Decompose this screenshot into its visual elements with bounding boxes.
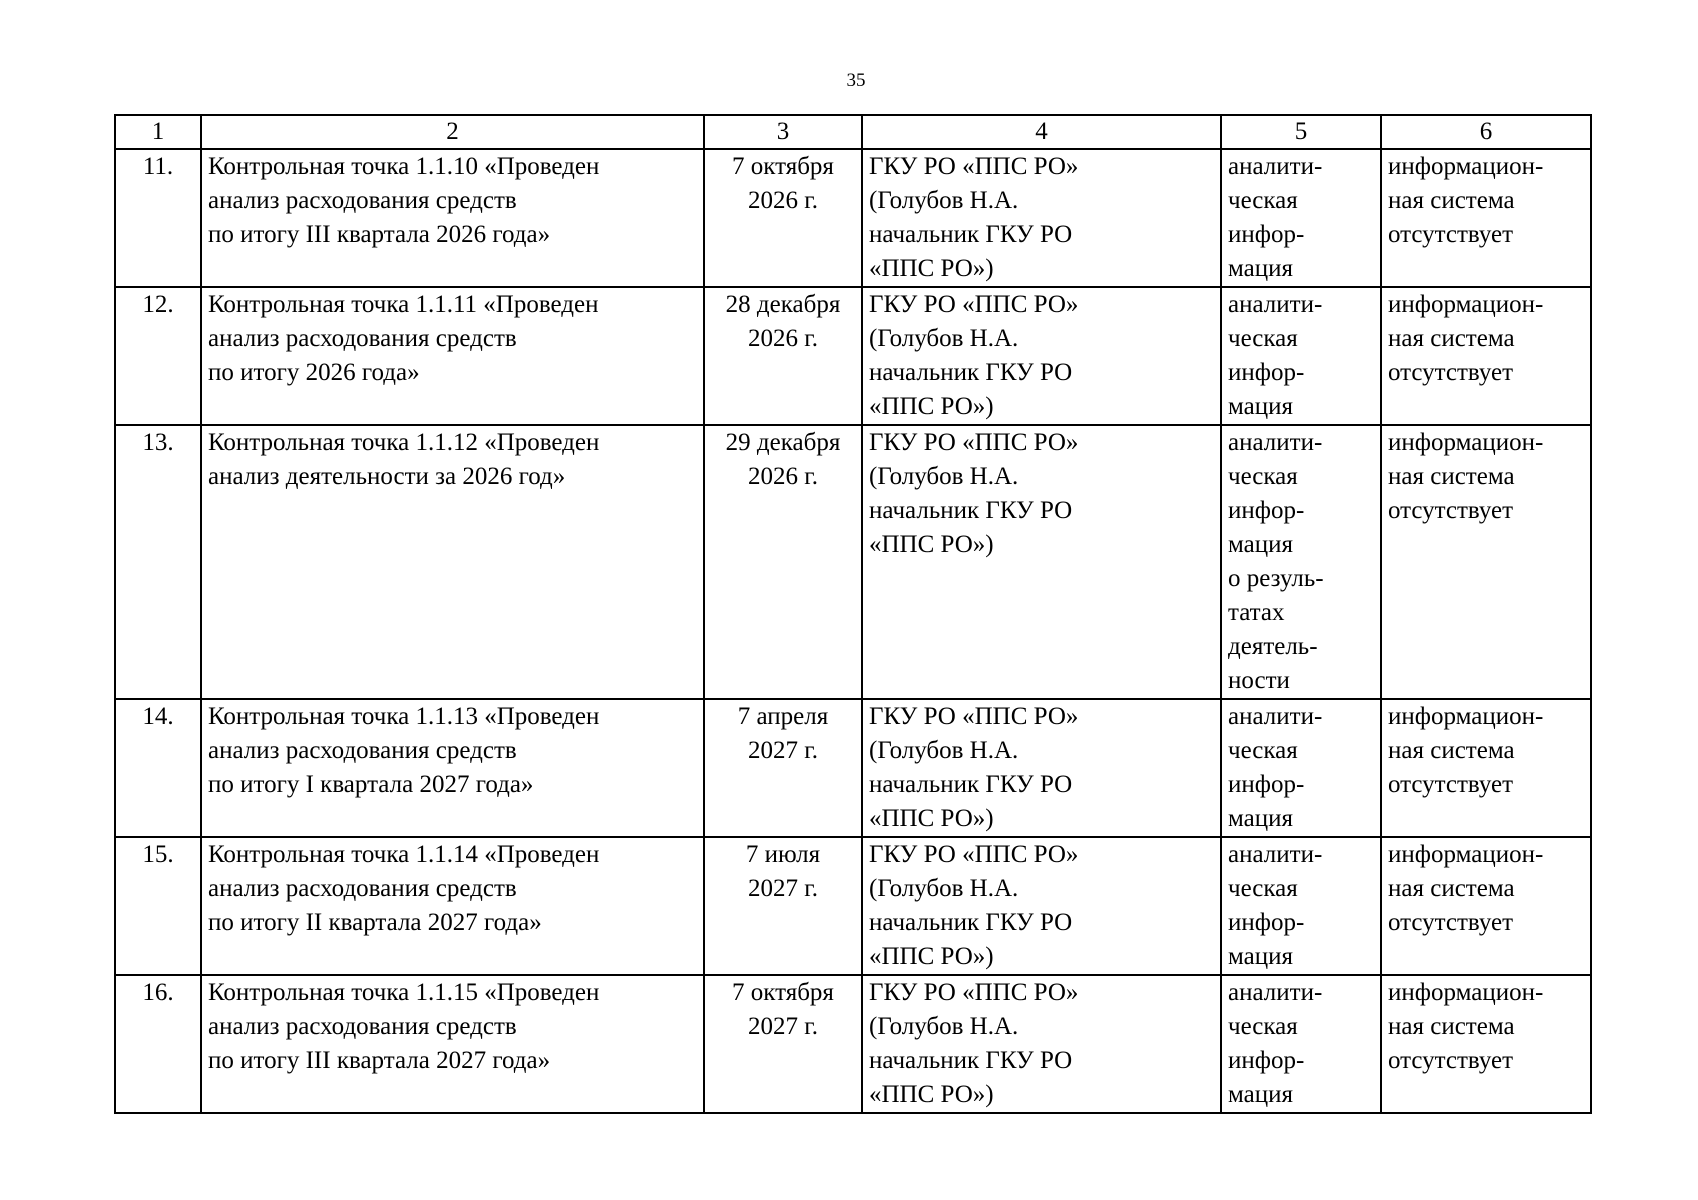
document-type: аналити- ческая инфор- мация — [1221, 699, 1381, 837]
information-system: информацион- ная система отсутствует — [1381, 975, 1591, 1113]
document-type: аналити- ческая инфор- мация — [1221, 287, 1381, 425]
row-number: 16. — [115, 975, 201, 1113]
document-type: аналити- ческая инфор- мация о резуль- татах деятель- ности — [1221, 425, 1381, 699]
header-cell-6: 6 — [1381, 115, 1591, 149]
table-row — [115, 975, 1591, 1113]
header-cell-4: 4 — [862, 115, 1221, 149]
row-number: 12. — [115, 287, 201, 425]
responsible-executor: ГКУ РО «ППС РО» (Голубов Н.А. начальник ГКУ РО «ППС РО») — [862, 699, 1221, 837]
responsible-executor: ГКУ РО «ППС РО» (Голубов Н.А. начальник ГКУ РО «ППС РО») — [862, 425, 1221, 699]
information-system: информацион- ная система отсутствует — [1381, 837, 1591, 975]
document-type: аналити- ческая инфор- мация — [1221, 149, 1381, 287]
table-row — [115, 287, 1591, 425]
document-type: аналити- ческая инфор- мация — [1221, 975, 1381, 1113]
page-number: 35 — [846, 70, 866, 91]
information-system: информацион- ная система отсутствует — [1381, 287, 1591, 425]
row-number: 15. — [115, 837, 201, 975]
header-row — [115, 115, 1591, 149]
deadline-date: 7 октября 2026 г. — [704, 149, 862, 287]
table-row — [115, 837, 1591, 975]
control-point-description: Контрольная точка 1.1.10 «Проведен анализ расходования средств по итогу III квартала 2026 года» — [201, 149, 704, 287]
control-points-table — [114, 114, 1592, 1114]
header-cell-1: 1 — [115, 115, 201, 149]
information-system: информацион- ная система отсутствует — [1381, 149, 1591, 287]
responsible-executor: ГКУ РО «ППС РО» (Голубов Н.А. начальник ГКУ РО «ППС РО») — [862, 149, 1221, 287]
control-point-description: Контрольная точка 1.1.14 «Проведен анализ расходования средств по итогу II квартала 2027 года» — [201, 837, 704, 975]
table-row — [115, 425, 1591, 699]
control-point-description: Контрольная точка 1.1.15 «Проведен анализ расходования средств по итогу III квартала 2027 года» — [201, 975, 704, 1113]
header-cell-5: 5 — [1221, 115, 1381, 149]
deadline-date: 7 июля 2027 г. — [704, 837, 862, 975]
header-cell-3: 3 — [704, 115, 862, 149]
deadline-date: 7 апреля 2027 г. — [704, 699, 862, 837]
header-cell-2: 2 — [201, 115, 704, 149]
row-number: 13. — [115, 425, 201, 699]
information-system: информацион- ная система отсутствует — [1381, 699, 1591, 837]
deadline-date: 29 декабря 2026 г. — [704, 425, 862, 699]
responsible-executor: ГКУ РО «ППС РО» (Голубов Н.А. начальник ГКУ РО «ППС РО») — [862, 975, 1221, 1113]
responsible-executor: ГКУ РО «ППС РО» (Голубов Н.А. начальник ГКУ РО «ППС РО») — [862, 287, 1221, 425]
information-system: информацион- ная система отсутствует — [1381, 425, 1591, 699]
responsible-executor: ГКУ РО «ППС РО» (Голубов Н.А. начальник ГКУ РО «ППС РО») — [862, 837, 1221, 975]
table-row — [115, 699, 1591, 837]
row-number: 14. — [115, 699, 201, 837]
table-row — [115, 149, 1591, 287]
control-point-description: Контрольная точка 1.1.12 «Проведен анализ деятельности за 2026 год» — [201, 425, 704, 699]
document-type: аналити- ческая инфор- мация — [1221, 837, 1381, 975]
row-number: 11. — [115, 149, 201, 287]
deadline-date: 7 октября 2027 г. — [704, 975, 862, 1113]
deadline-date: 28 декабря 2026 г. — [704, 287, 862, 425]
control-point-description: Контрольная точка 1.1.11 «Проведен анализ расходования средств по итогу 2026 года» — [201, 287, 704, 425]
control-point-description: Контрольная точка 1.1.13 «Проведен анализ расходования средств по итогу I квартала 2027 года» — [201, 699, 704, 837]
